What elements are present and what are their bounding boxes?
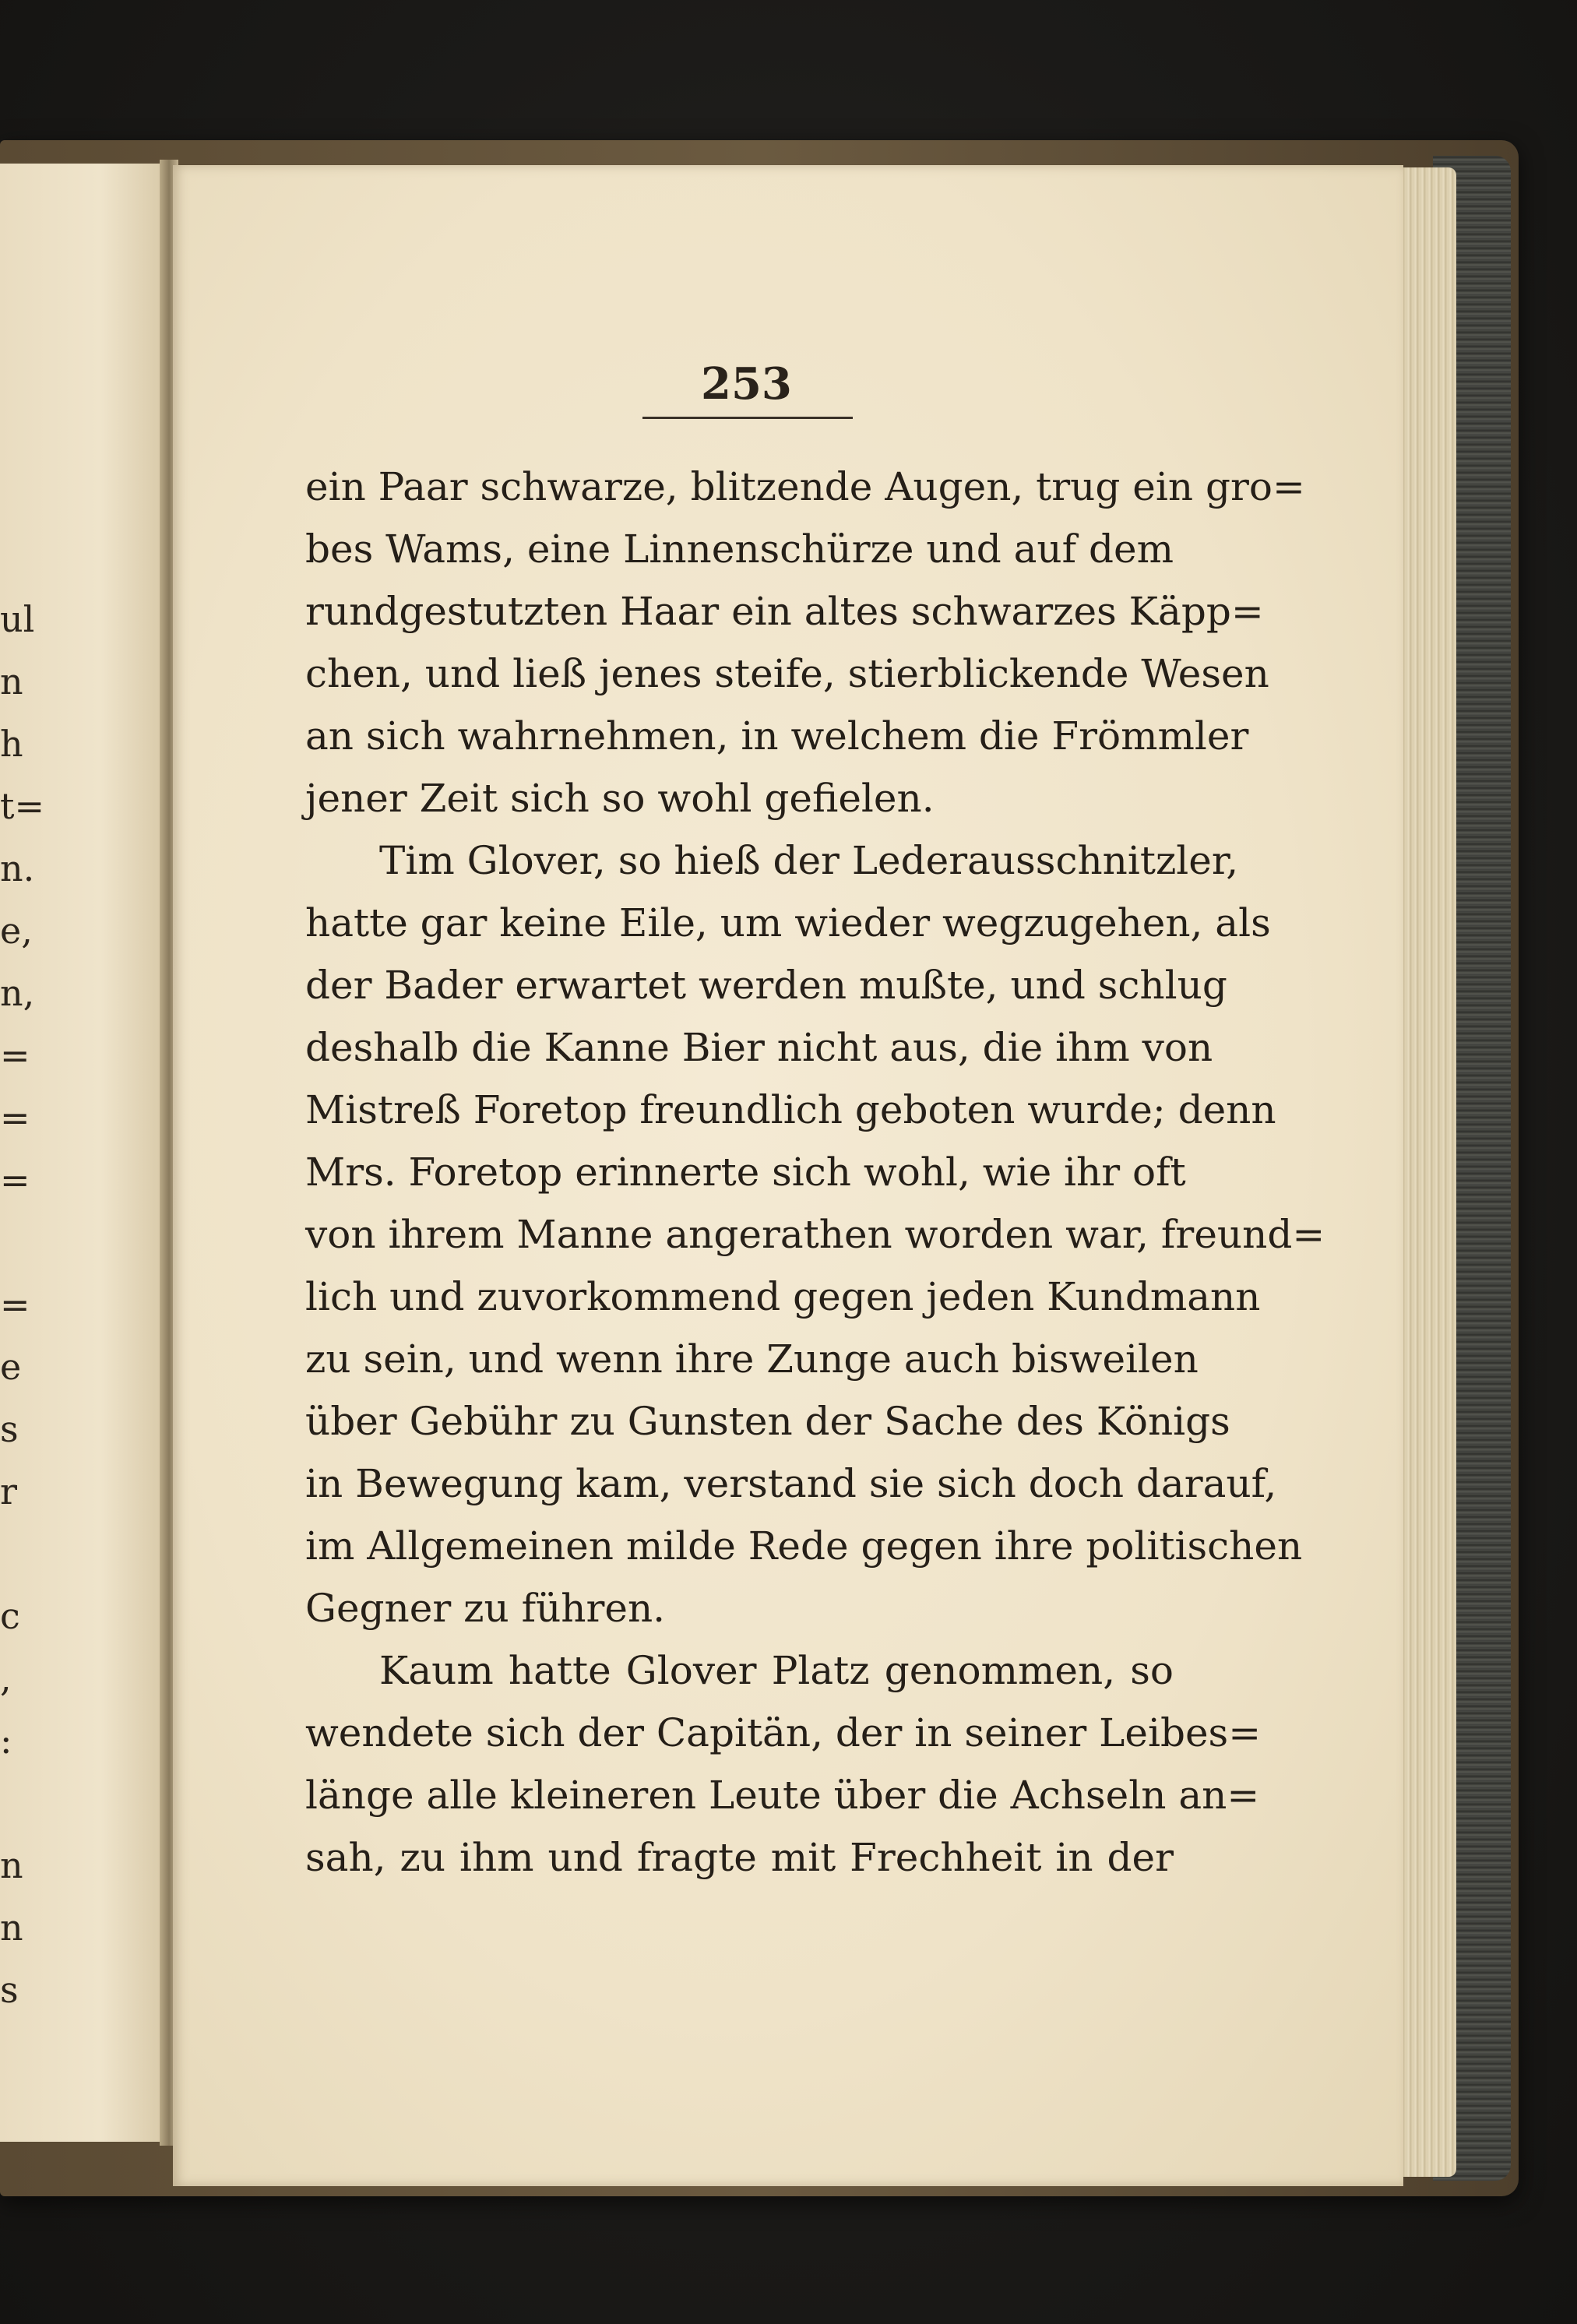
left-fragment: [0, 1772, 23, 1834]
left-fragment: =: [0, 1034, 30, 1076]
left-fragment: n: [0, 1844, 23, 1886]
text-line: bes Wams, eine Linnenschürze und auf dem: [305, 526, 1174, 572]
left-fragment: =: [0, 1097, 30, 1139]
left-fragment: n,: [0, 972, 35, 1014]
text-line: der Bader erwartet werden mußte, und schlug: [305, 963, 1227, 1008]
text-line: Gegner zu führen.: [305, 1586, 666, 1631]
text-line: lich und zuvorkommend gegen jeden Kundmann: [305, 1274, 1261, 1319]
left-fragment: n: [0, 1907, 23, 1949]
left-fragment: h: [0, 723, 23, 765]
left-fragment: ,: [0, 1657, 12, 1699]
text-line: ein Paar schwarze, blitzende Augen, trug ein gro=: [305, 464, 1305, 509]
text-line: länge alle kleineren Leute über die Achseln an=: [305, 1773, 1260, 1818]
text-line: wendete sich der Capitän, der in seiner Leibes=: [305, 1710, 1262, 1755]
body-text: [305, 456, 1325, 1889]
page-number: 253: [701, 358, 792, 410]
text-line: im Allgemeinen milde Rede gegen ihre politischen: [305, 1523, 1303, 1569]
text-line: rundgestutzten Haar ein altes schwarzes Käpp=: [305, 589, 1264, 634]
left-fragment: n: [0, 660, 23, 702]
text-line: an sich wahrnehmen, in welchem die Frömmler: [305, 713, 1249, 759]
left-fragment: s: [0, 1408, 19, 1450]
left-fragment: s: [0, 1969, 19, 2011]
text-line: von ihrem Manne angerathen worden war, freund=: [305, 1212, 1325, 1257]
left-page: [0, 164, 167, 2142]
left-fragment: [0, 1523, 23, 1585]
text-line: in Bewegung kam, verstand sie sich doch darauf,: [305, 1461, 1277, 1506]
left-fragment: r: [0, 1470, 17, 1512]
text-line: zu sein, und wenn ihre Zunge auch bisweilen: [305, 1336, 1199, 1382]
left-fragment: :: [0, 1720, 12, 1762]
text-line: sah, zu ihm und fragte mit Frechheit in der: [305, 1835, 1174, 1880]
left-fragment: e: [0, 1346, 22, 1388]
left-fragment: =: [0, 1283, 30, 1326]
left-fragment: e,: [0, 910, 33, 952]
text-line: Tim Glover, so hieß der Lederausschnitzler,: [379, 838, 1239, 883]
left-fragment: n.: [0, 847, 35, 889]
text-line: chen, und ließ jenes steife, stierblickende Wesen: [305, 651, 1269, 696]
text-line: hatte gar keine Eile, um wieder wegzugehen, als: [305, 900, 1271, 945]
left-page-text-fragments: [0, 588, 45, 2021]
page-number-rule: [642, 417, 853, 419]
text-line: Kaum hatte Glover Platz genommen, so: [379, 1648, 1174, 1693]
left-fragment: =: [0, 1159, 30, 1201]
left-fragment: t=: [0, 785, 45, 827]
left-fragment: [0, 1211, 23, 1273]
text-line: Mistreß Foretop freundlich geboten wurde; denn: [305, 1087, 1276, 1132]
left-fragment: ul: [0, 598, 35, 640]
left-fragment: c: [0, 1595, 20, 1637]
text-line: Mrs. Foretop erinnerte sich wohl, wie ihr oft: [305, 1150, 1186, 1195]
text-line: jener Zeit sich so wohl gefielen.: [305, 776, 935, 821]
text-line: deshalb die Kanne Bier nicht aus, die ihm von: [305, 1025, 1213, 1070]
text-line: über Gebühr zu Gunsten der Sache des Königs: [305, 1399, 1230, 1444]
